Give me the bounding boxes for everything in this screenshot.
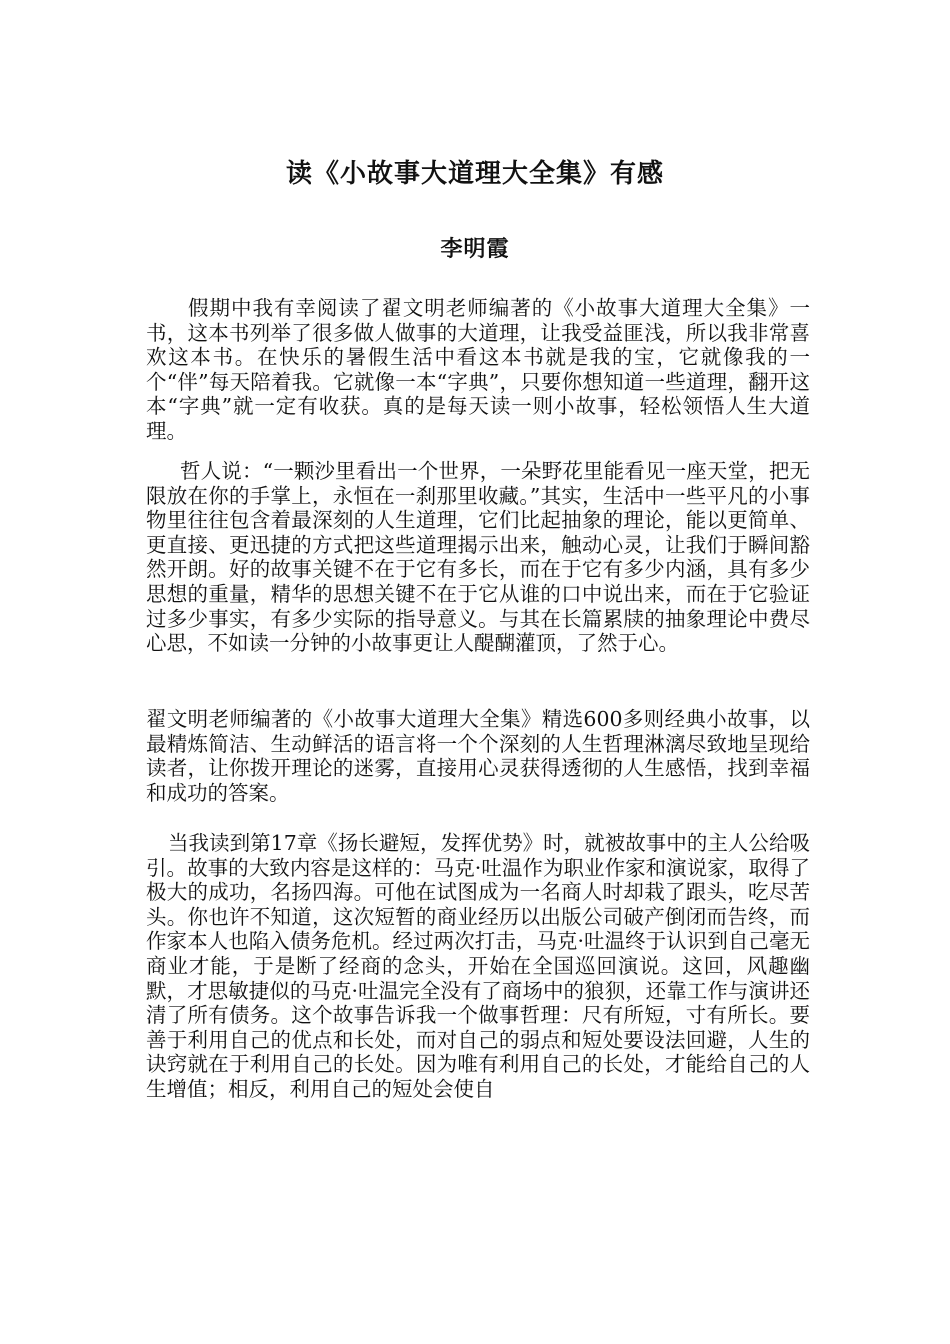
paragraph-2: 哲人说：“一颗沙里看出一个世界，一朵野花里能看见一座天堂，把无限放在你的手掌上，永恒在一刹那里收藏。”其实，生活中一些平凡的小事物里往往包含着最深刻的人生道理，它们比起抽象的理论，能以更简单、更直接、更迅捷的方式把这些道理揭示出来，触动心灵，让我们于瞬间豁然开朗。好的故事关键不在于它有多长，而在于它有多少内涵，具有多少思想的重量，精华的思想关键不在于它从谁的口中说出来，而在于它验证过多少事实，有多少实际的指导意义。与其在长篇累牍的抽象理论中费尽心思，不如读一分钟的小故事更让人醍醐灌顶，了然于心。 [146,459,810,656]
paragraph-1: 假期中我有幸阅读了翟文明老师编著的《小故事大道理大全集》一书，这本书列举了很多做人做事的大道理，让我受益匪浅，所以我非常喜欢这本书。在快乐的暑假生活中看这本书就是我的宝，它就像我的一个“伴”每天陪着我。它就像一本“字典”，只要你想知道一些道理，翻开这本“字典”就一定有收获。真的是每天读一则小故事，轻松领悟人生大道理。 [146,296,810,443]
paragraph-4: 当我读到第17章《扬长避短，发挥优势》时，就被故事中的主人公给吸引。故事的大致内容是这样的：马克·吐温作为职业作家和演说家，取得了极大的成功，名扬四海。可他在试图成为一名商人时却栽了跟头，吃尽苦头。你也许不知道，这次短暂的商业经历以出版公司破产倒闭而告终，而作家本人也陷入债务危机。经过两次打击，马克·吐温终于认识到自己毫无商业才能，于是断了经商的念头，开始在全国巡回演说。这回，风趣幽默，才思敏捷似的马克·吐温完全没有了商场中的狼狈，还靠工作与演讲还清了所有债务。这个故事告诉我一个做事哲理：尺有所短，寸有所长。要善于利用自己的优点和长处，而对自己的弱点和短处要设法回避，人生的诀窍就在于利用自己的长处。因为唯有利用自己的长处，才能给自己的人生增值；相反，利用自己的短处会使自 [146,831,810,1101]
author-name: 李明霞 [440,237,510,262]
document-title: 读《小故事大道理大全集》有感 [285,159,664,189]
paragraph-3: 翟文明老师编著的《小故事大道理大全集》精选600多则经典小故事，以最精炼简洁、生动鲜活的语言将一个个深刻的人生哲理淋漓尽致地呈现给读者，让你拨开理论的迷雾，直接用心灵获得透彻的人生感悟，找到幸福和成功的答案。 [146,707,810,805]
